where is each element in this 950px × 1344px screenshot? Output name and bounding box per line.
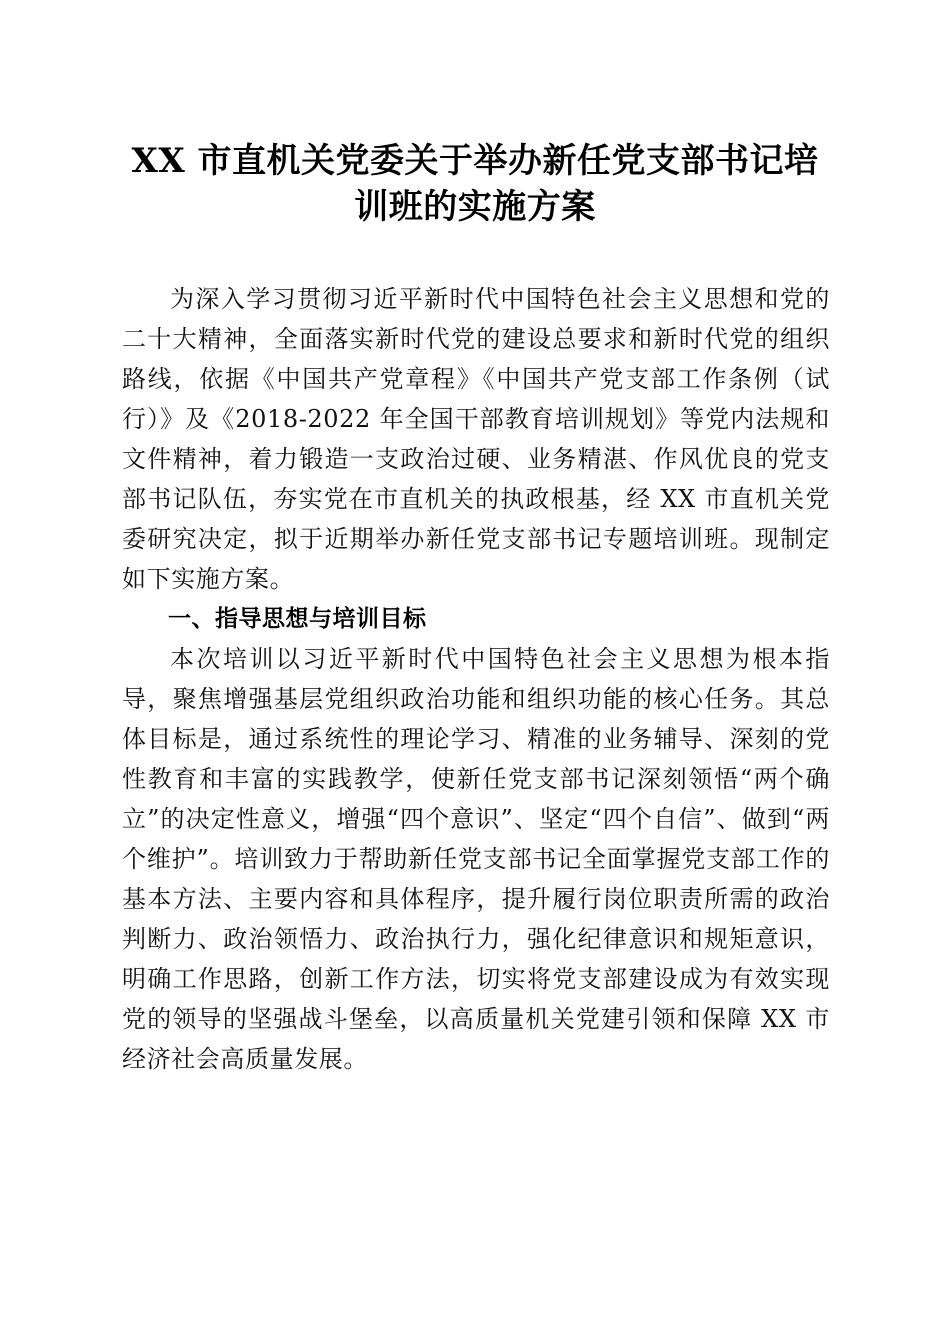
document-body xyxy=(122,279,830,1079)
document-title-line-1: XX 市直机关党委关于举办新任党支部书记培 xyxy=(131,141,819,181)
document-title-line-2: 训班的实施方案 xyxy=(354,187,596,227)
section-1-heading: 一、指导思想与培训目标 xyxy=(168,606,427,632)
section-1-paragraph: 本次培训以习近平新时代中国特色社会主义思想为根本指导，聚焦增强基层党组织政治功能和组织功能的核心任务。其总体目标是，通过系统性的理论学习、精准的业务辅导、深刻的党性教育和丰富的实践教学，使新任党支部书记深刻领悟“两个确立”的决定性意义，增强“四个意识”、坚定“四个自信”、做到“两个维护”。培训致力于帮助新任党支部书记全面掌握党支部工作的基本方法、主要内容和具体程序，提升履行岗位职责所需的政治判断力、政治领悟力、政治执行力，强化纪律意识和规矩意识，明确工作思路，创新工作方法，切实将党支部建设成为有效实现党的领导的坚强战斗堡垒，以高质量机关党建引领和保障 XX 市经济社会高质量发展。 xyxy=(122,645,830,1073)
document-title xyxy=(110,138,840,230)
intro-paragraph: 为深入学习贯彻习近平新时代中国特色社会主义思想和党的二十大精神，全面落实新时代党的建设总要求和新时代党的组织路线，依据《中国共产党章程》《中国共产党支部工作条例（试行）》及《2018-2022 年全国干部教育培训规划》等党内法规和文件精神，着力锻造一支政治过硬、业务精湛、作风优良的党支部书记队伍，夯实党在市直机关的执政根基，经 XX 市直机关党委研究决定，拟于近期举办新任党支部书记专题培训班。现制定如下实施方案。 xyxy=(122,285,830,593)
